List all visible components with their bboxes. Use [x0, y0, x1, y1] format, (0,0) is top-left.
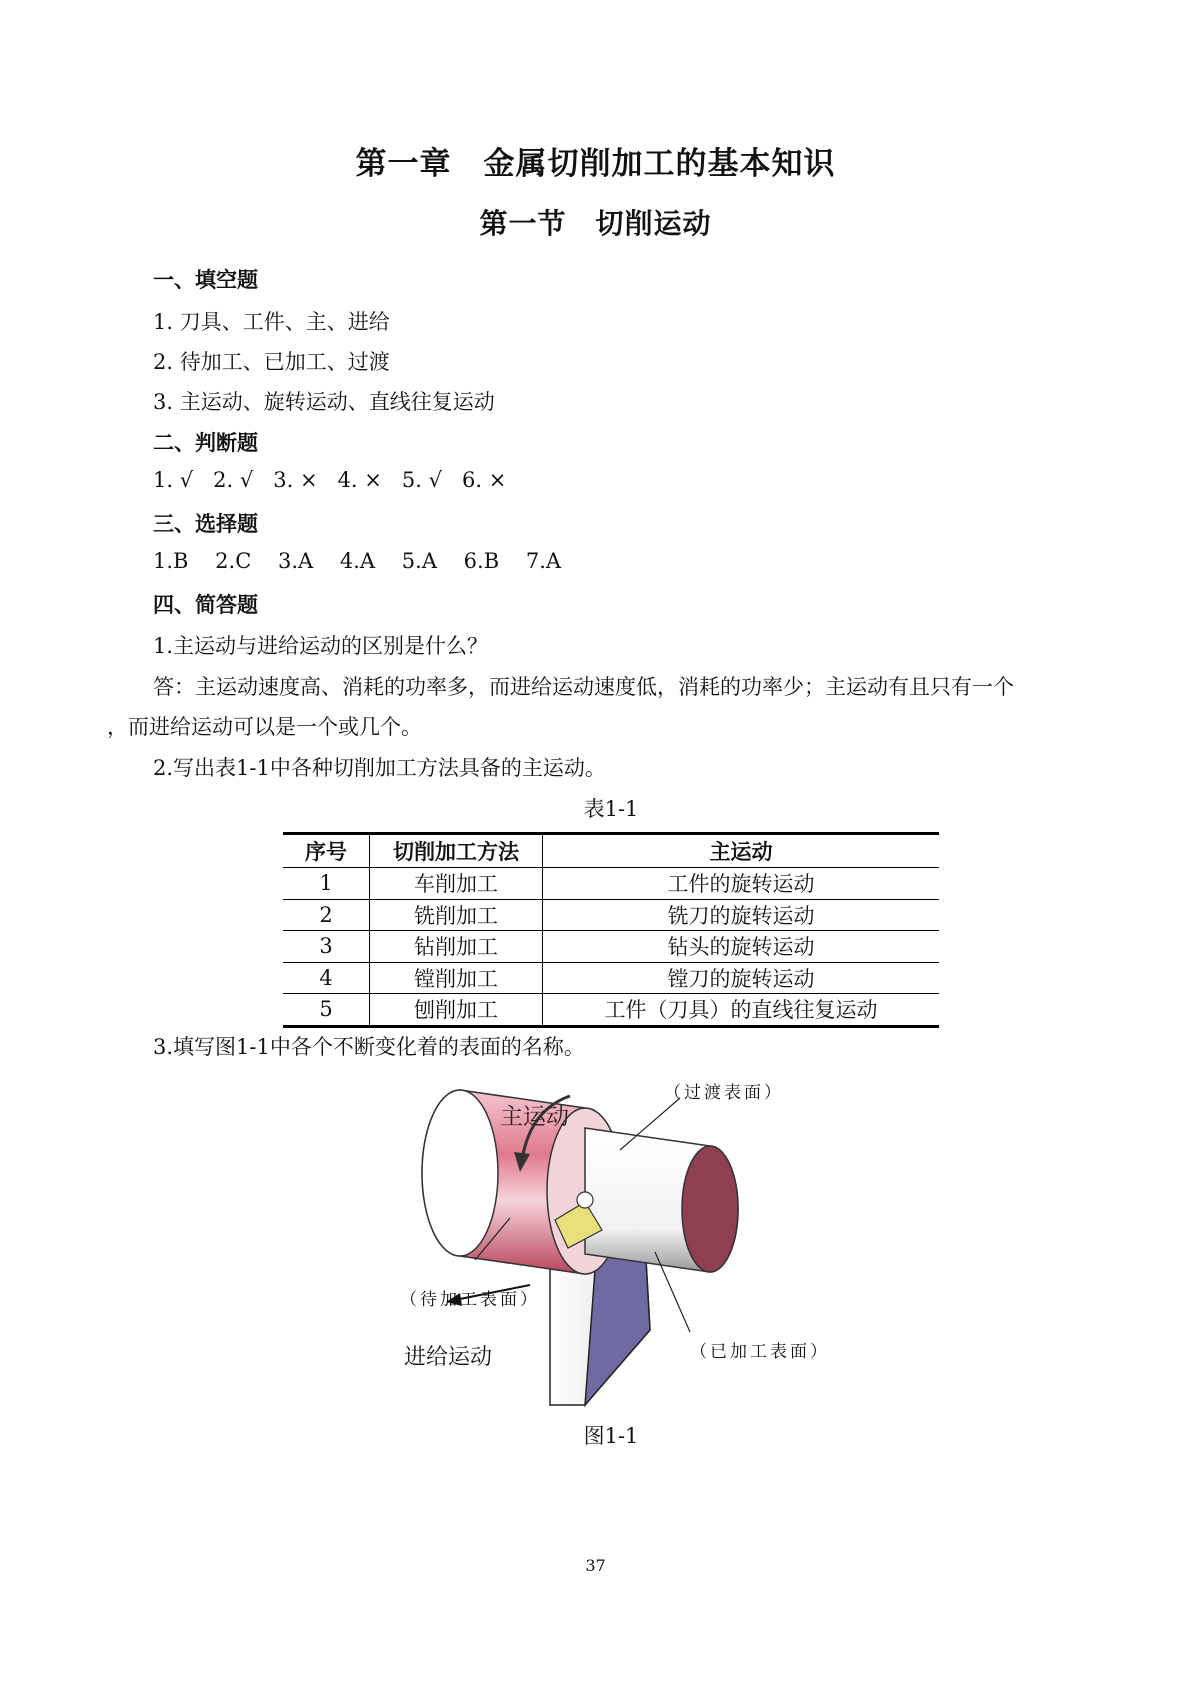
- question-3: 3.填写图1-1中各个不断变化着的表面的名称。: [153, 1035, 585, 1059]
- cell-main-motion: 工件的旋转运动: [543, 868, 940, 900]
- table-row: [283, 868, 939, 900]
- heading-short-answer: 四、简答题: [153, 593, 258, 617]
- question-2: 2.写出表1-1中各种切削加工方法具备的主运动。: [153, 756, 606, 780]
- cell-main-motion: 钻头的旋转运动: [543, 931, 940, 963]
- heading-true-false: 二、判断题: [153, 431, 258, 455]
- label-main-motion: 主运动: [500, 1104, 569, 1130]
- cell-index: 2: [283, 899, 370, 931]
- multiple-choice-answers: 1.B 2.C 3.A 4.A 5.A 6.B 7.A: [153, 549, 562, 573]
- chapter-title: 第一章 金属切削加工的基本知识: [355, 146, 836, 182]
- heading-multiple-choice: 三、选择题: [153, 512, 258, 536]
- fill-in-answer-2: 2. 待加工、已加工、过渡: [153, 350, 390, 374]
- cell-main-motion: 铣刀的旋转运动: [543, 899, 940, 931]
- table-caption: 表1-1: [583, 797, 639, 821]
- label-processed-surface: （已加工表面）: [690, 1342, 830, 1362]
- motion-table: [283, 832, 939, 1028]
- fill-in-answer-3: 3. 主运动、旋转运动、直线往复运动: [153, 390, 495, 414]
- table-header-row: [283, 834, 939, 868]
- question-1: 1.主运动与进给运动的区别是什么？: [153, 634, 489, 658]
- section-title: 第一节 切削运动: [479, 207, 712, 240]
- cell-method: 钻削加工: [370, 931, 543, 963]
- fill-in-answer-1: 1. 刀具、工件、主、进给: [153, 310, 390, 334]
- cell-main-motion: 镗刀的旋转运动: [543, 962, 940, 994]
- answer-1-line-2: ，而进给运动可以是一个或几个。: [107, 715, 422, 739]
- workpiece-processed: [585, 1128, 738, 1272]
- cell-method: 车削加工: [370, 868, 543, 900]
- cell-method: 镗削加工: [370, 962, 543, 994]
- cell-index: 5: [283, 994, 370, 1027]
- true-false-answers: 1. √ 2. √ 3. × 4. × 5. √ 6. ×: [153, 468, 507, 492]
- table-row: [283, 962, 939, 994]
- header-method: 切削加工方法: [370, 834, 543, 868]
- cell-main-motion: 工件（刀具）的直线往复运动: [543, 994, 940, 1027]
- table-row: [283, 931, 939, 963]
- cell-method: 刨削加工: [370, 994, 543, 1027]
- header-index: 序号: [283, 834, 370, 868]
- table-row: [283, 994, 939, 1027]
- header-main-motion: 主运动: [543, 834, 940, 868]
- cell-index: 4: [283, 962, 370, 994]
- cell-index: 3: [283, 931, 370, 963]
- label-feed-motion: 进给运动: [404, 1345, 493, 1370]
- answer-1-line-1: 答：主运动速度高、消耗的功率多，而进给运动速度低，消耗的功率少；主运动有且只有一个: [153, 675, 1014, 699]
- figure-caption: 图1-1: [583, 1424, 639, 1448]
- table-row: [283, 899, 939, 931]
- label-unprocessed-surface: （待加工表面）: [400, 1290, 540, 1310]
- page-number: 37: [585, 1556, 606, 1575]
- cell-method: 铣削加工: [370, 899, 543, 931]
- heading-fill-in: 一、填空题: [153, 268, 258, 292]
- cell-index: 1: [283, 868, 370, 900]
- label-transition-surface: （过渡表面）: [664, 1083, 784, 1103]
